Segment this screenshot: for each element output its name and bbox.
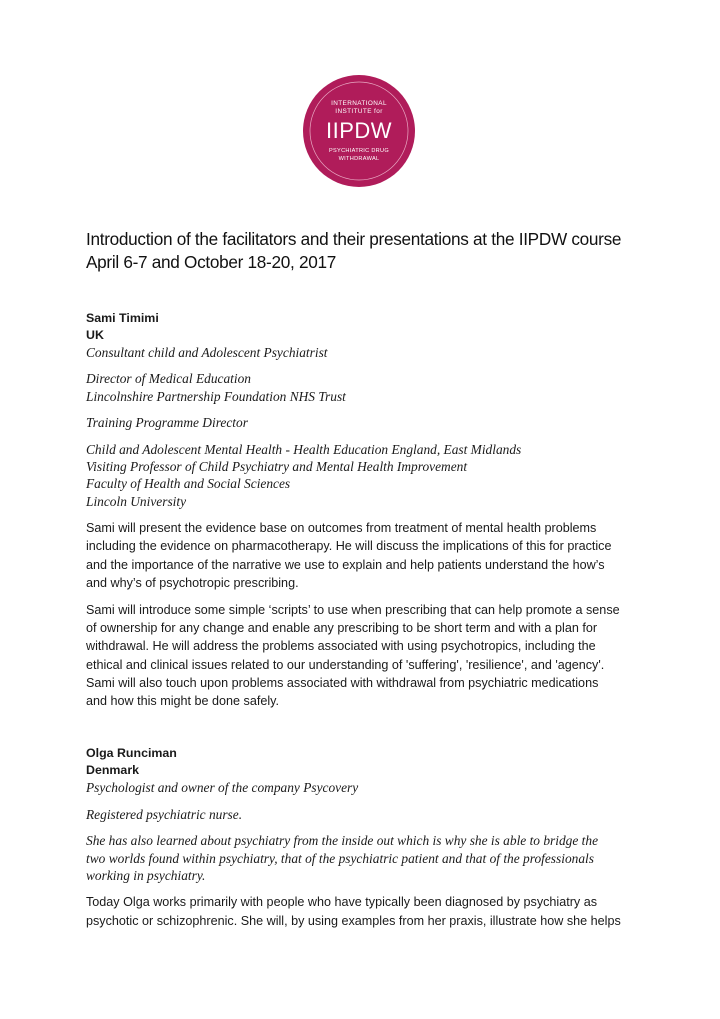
role-line: Registered psychiatric nurse. [86, 806, 243, 822]
logo-line1: INTERNATIONAL [331, 100, 387, 107]
iipdw-logo [302, 74, 416, 188]
bio-line: including the evidence on pharmacotherapy. He will discuss the implications of this for practice [86, 539, 612, 554]
bio-line: of ownership for any change and enable any prescribing to be short term and with a plan for [86, 621, 598, 636]
facilitator-country: Denmark [86, 763, 140, 778]
role-line: Director of Medical Education [86, 371, 251, 387]
role-block [86, 370, 646, 405]
logo-line4: WITHDRAWAL [338, 156, 380, 162]
role-block [86, 779, 646, 796]
logo-acronym: IIPDW [325, 118, 393, 143]
bio-line: Sami will introduce some simple ‘scripts’ to use when prescribing that can help promote a sense [86, 603, 620, 618]
title-line1: Introduction of the facilitators and their presentations at the IIPDW course [86, 229, 622, 249]
role-line: Lincolnshire Partnership Foundation NHS Trust [86, 388, 346, 404]
role-line: Faculty of Health and Social Sciences [86, 476, 291, 492]
bio-line: ethical and clinical issues related to our understanding of 'suffering', 'resilience', and 'agency'. [86, 657, 605, 672]
page-title [86, 228, 646, 274]
bio-line: and why’s of psychotropic prescribing. [86, 575, 299, 590]
logo-seal-icon [302, 74, 416, 188]
facilitator-country: UK [86, 328, 104, 342]
facilitator-section [86, 745, 646, 929]
role-block [86, 414, 646, 431]
facilitator-name: Olga Runciman [86, 746, 177, 761]
bio-line: and the importance of the narrative we use to explain and help patients understand the how’s [86, 557, 605, 572]
role-block [86, 832, 646, 884]
facilitator-name: Sami Timimi [86, 311, 159, 325]
facilitators-list [86, 310, 646, 930]
role-line: Lincoln University [86, 493, 187, 509]
facilitator-section [86, 310, 646, 710]
bio-line: and how this might be done safely. [86, 694, 279, 709]
role-line: Consultant child and Adolescent Psychiatrist [86, 345, 328, 360]
role-line: Child and Adolescent Mental Health - Health Education England, East Midlands [86, 441, 522, 457]
role-block [86, 344, 646, 361]
role-line: two worlds found within psychiatry, that of the psychiatric patient and that of the professionals [86, 850, 594, 866]
bio-paragraph [86, 601, 646, 710]
logo-line3: PSYCHIATRIC DRUG [328, 148, 390, 154]
role-line: working in psychiatry. [86, 867, 206, 883]
bio-paragraph [86, 519, 646, 592]
bio-line: Today Olga works primarily with people who have typically been diagnosed by psychiatry as [86, 895, 598, 910]
bio-line: Sami will present the evidence base on outcomes from treatment of mental health problems [86, 521, 597, 536]
role-line: She has also learned about psychiatry from the inside out which is why she is able to bridge the [86, 833, 599, 849]
role-line: Visiting Professor of Child Psychiatry and Mental Health Improvement [86, 459, 468, 475]
bio-paragraph [86, 893, 646, 929]
document-body [86, 228, 646, 930]
bio-line: withdrawal. He will address the problems associated with using psychotropics, including the [86, 639, 596, 654]
role-line: Training Programme Director [86, 415, 248, 431]
role-block [86, 806, 646, 823]
title-line2: April 6-7 and October 18-20, 2017 [86, 252, 336, 272]
role-block [86, 441, 646, 511]
role-line: Psychologist and owner of the company Psycovery [86, 780, 359, 796]
logo-line2: INSTITUTE for [335, 108, 383, 115]
bio-line: Sami will also touch upon problems associated with withdrawal from psychiatric medications [86, 675, 599, 690]
bio-line: psychotic or schizophrenic. She will, by using examples from her praxis, illustrate how she helps [86, 913, 621, 928]
